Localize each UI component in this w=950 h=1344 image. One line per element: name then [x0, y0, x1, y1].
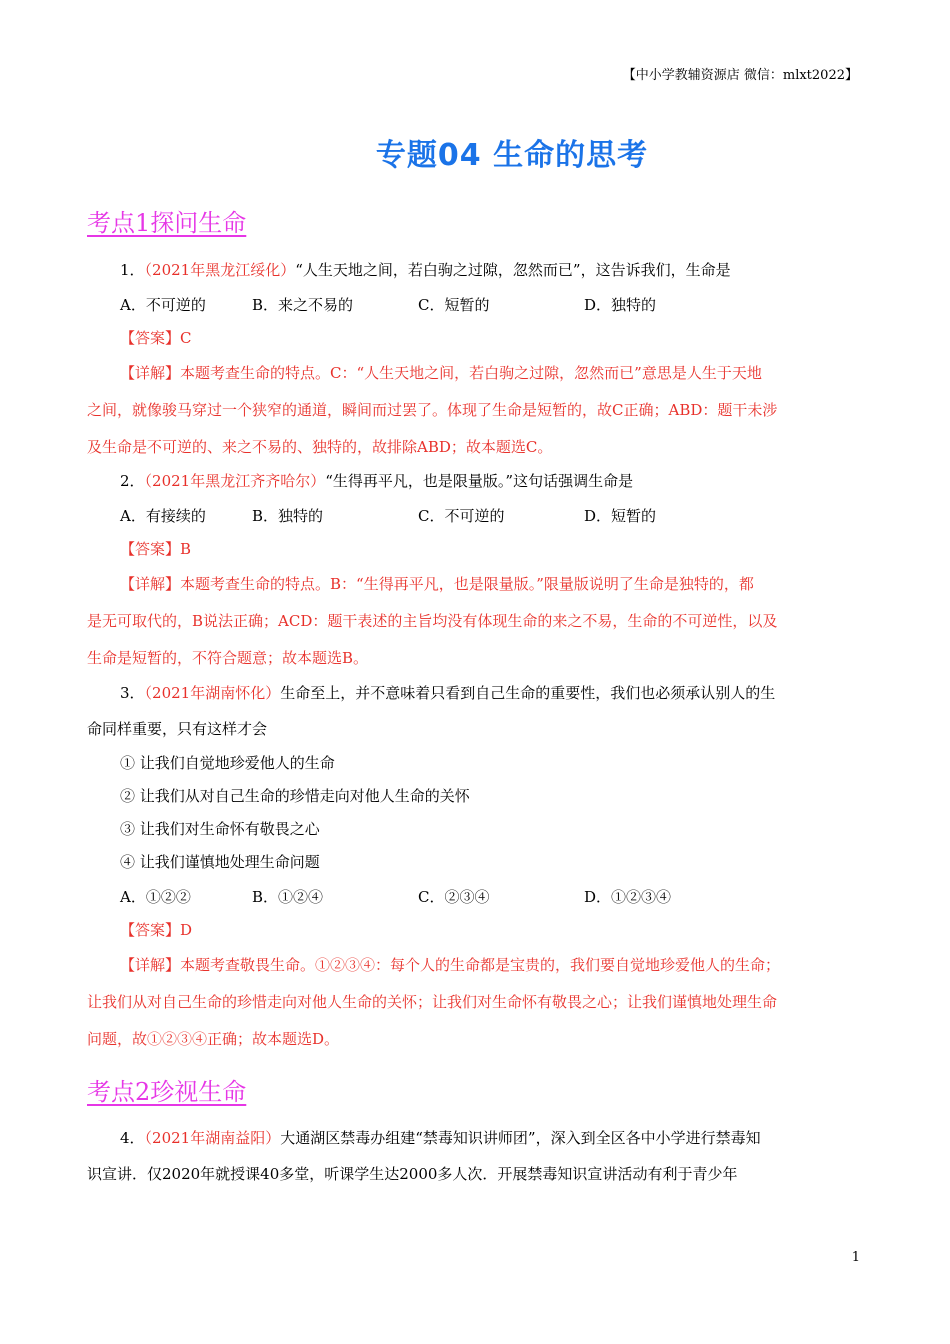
statement-2: ② 让我们从对自己生命的珍惜走向对他人生命的关怀 [120, 787, 470, 805]
question-4 [120, 1128, 761, 1148]
section-heading-1: 考点1探问生命 [87, 209, 247, 237]
question-stem: “生得再平凡，也是限量版。”这句话强调生命是 [325, 472, 634, 490]
detail-1-line-3: 及生命是不可逆的、来之不易的、独特的，故排除ABD；故本题选C。 [87, 438, 553, 456]
option-a: A．①②② [120, 888, 191, 906]
option-d: D．独特的 [584, 296, 657, 314]
statement-3: ③ 让我们对生命怀有敬畏之心 [120, 820, 320, 838]
option-b: B．独特的 [252, 507, 324, 525]
question-source: （2021年湖南怀化） [144, 684, 281, 702]
page-number: 1 [851, 1250, 860, 1265]
detail-3-line-3: 问题，故①②③④正确；故本题选D。 [87, 1030, 340, 1048]
question-3 [120, 683, 775, 703]
question-number: 3． [120, 684, 145, 702]
question-number: 2． [120, 472, 145, 490]
question-1 [120, 260, 731, 280]
question-number: 4． [120, 1129, 145, 1147]
detail-1-line-2: 之间，就像骏马穿过一个狭窄的通道，瞬间而过罢了。体现了生命是短暂的，故C正确；ABD：题干未涉 [87, 401, 778, 419]
detail-2-line-3: 生命是短暂的，不符合题意；故本题选B。 [87, 649, 369, 667]
statement-4: ④ 让我们谨慎地处理生命问题 [120, 853, 320, 871]
answer-1: 【答案】C [120, 329, 192, 347]
question-3-stem-line-2: 命同样重要，只有这样才会 [87, 720, 268, 738]
question-source: （2021年黑龙江齐齐哈尔） [144, 472, 326, 490]
statement-1: ① 让我们自觉地珍爱他人的生命 [120, 754, 335, 772]
option-a: A．不可逆的 [120, 296, 206, 314]
question-number: 1． [120, 261, 145, 279]
question-2 [120, 471, 633, 491]
detail-3-line-1: 【详解】本题考查敬畏生命。①②③④：每个人的生命都是宝贵的，我们要自觉地珍爱他人的生命； [120, 956, 781, 974]
option-c: C．②③④ [418, 888, 490, 906]
section-heading-2: 考点2珍视生命 [87, 1078, 247, 1106]
detail-2-line-2: 是无可取代的，B说法正确；ACD：题干表述的主旨均没有体现生命的来之不易，生命的不可逆性，以及 [87, 612, 778, 630]
option-d: D．短暂的 [584, 507, 657, 525]
answer-2: 【答案】B [120, 540, 192, 558]
option-c: C．短暂的 [418, 296, 490, 314]
question-source: （2021年黑龙江绥化） [144, 261, 296, 279]
detail-3-line-2: 让我们从对自己生命的珍惜走向对他人生命的关怀；让我们对生命怀有敬畏之心；让我们谨慎地处理生命 [87, 993, 778, 1011]
question-stem: 生命至上，并不意味着只看到自己生命的重要性，我们也必须承认别人的生 [280, 684, 776, 702]
option-d: D．①②③④ [584, 888, 672, 906]
option-c: C．不可逆的 [418, 507, 505, 525]
question-4-stem-line-2: 识宣讲．仅2020年就授课40多堂，听课学生达2000多人次．开展禁毒知识宣讲活动有利于青少年 [87, 1165, 738, 1183]
header-note: 【中小学教辅资源店 微信：mlxt2022】 [622, 68, 858, 83]
page-title: 专题04 生命的思考 [375, 138, 649, 173]
answer-3: 【答案】D [120, 921, 193, 939]
question-stem: “人生天地之间，若白驹之过隙，忽然而已”，这告诉我们，生命是 [295, 261, 731, 279]
option-b: B．来之不易的 [252, 296, 354, 314]
question-source: （2021年湖南益阳） [144, 1129, 281, 1147]
option-a: A．有接续的 [120, 507, 206, 525]
detail-1-line-1: 【详解】本题考查生命的特点。C：“人生天地之间，若白驹之过隙，忽然而已”意思是人生于天地 [120, 364, 762, 382]
question-stem: 大通湖区禁毒办组建“禁毒知识讲师团”，深入到全区各中小学进行禁毒知 [280, 1129, 761, 1147]
option-b: B．①②④ [252, 888, 324, 906]
detail-2-line-1: 【详解】本题考查生命的特点。B：“生得再平凡，也是限量版。”限量版说明了生命是独特的，都 [120, 575, 754, 593]
